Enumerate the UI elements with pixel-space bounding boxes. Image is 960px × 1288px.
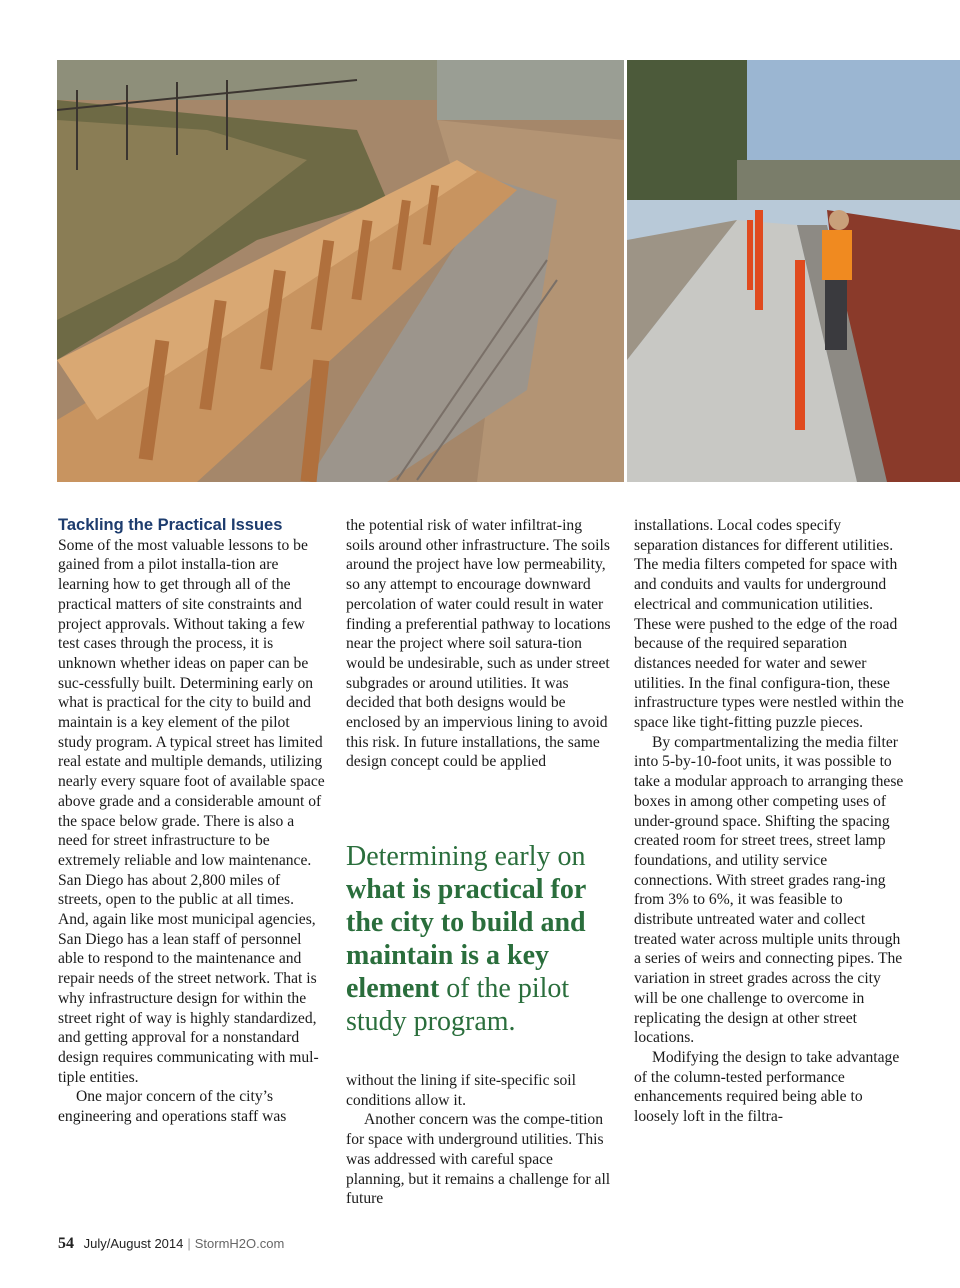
paragraph: installations. Local codes specify separation distances for different utilities. The media filters competed for space with and conduits and vaults for underground electrical and communication utilities. These were pushed to the edge of the road because of the required separation distances needed for water and sewer utilities. In the final configura-tion, these infrastructure types were nestled within the space like tight-fitting puzzle pieces.: [634, 517, 904, 732]
page-number: 54: [58, 1235, 74, 1252]
paragraph: By compartmentalizing the media filter into 5-by-10-foot units, it was possible to take a modular approach to arranging these boxes in among other competing uses of under-ground space. Shifting the spacing created room for street trees, street lamp foundations, and utility service connections. With street grades rang-ing from 3% to 6%, it was feasible to distribute untreated water and collect treated water across multiple units through a series of weirs and connecting pipes. The variation in street grades across the city will be one challenge to overcome in replicating the design at other street locations.: [634, 733, 904, 1047]
section-heading: Tackling the Practical Issues: [58, 516, 283, 534]
pull-quote: [346, 840, 616, 1038]
paragraph: Another concern was the compe-tition for space with underground utilities. This was addressed with careful space planning, but it remains a challenge for all future: [346, 1111, 611, 1208]
issue-date: July/August 2014: [83, 1236, 184, 1251]
paragraph: Modifying the design to take advantage of the column-tested performance enhancements required being able to loosely loft in the filtra-: [634, 1048, 900, 1126]
paragraph: Some of the most valuable lessons to be gained from a pilot installa-tion are learning how to get through all of the practical matters of site constraints and project approvals. Without taking a few test cases through the process, it is unknown whether ideas on paper can be suc-cessfully built. Determining early on what is practical for the city to build and maintain is a key element of the pilot study program. A typical street has limited real estate and multiple demands, utilizing nearly every square foot of available space above grade and a considerable amount of the space below grade. There is also a need for street infrastructure to be extremely reliable and low maintenance. San Diego has about 2,800 miles of streets, open to the public at all times. And, again like most municipal agencies, San Diego has a lean staff of personnel able to respond to the maintenance and repair needs of the street network. That is why infrastructure design for within the street right of way is highly standardized, and getting approval for a nonstandard design requires communicating with mul-tiple entities.: [58, 536, 325, 1086]
page-footer: [58, 1235, 284, 1253]
pull-quote-part: Determining early on: [346, 841, 586, 872]
footer-separator: |: [187, 1236, 191, 1251]
photo-sidewalk-installation: [627, 60, 960, 482]
column-2: [346, 516, 614, 772]
column-2-continued: [346, 1071, 614, 1209]
paragraph: without the lining if site-specific soil conditions allow it.: [346, 1072, 576, 1109]
photo-trench-formwork: [57, 60, 624, 482]
paragraph: One major concern of the city’s engineering and operations staff was: [58, 1088, 287, 1126]
column-1: [58, 516, 326, 1127]
pull-quote-emphasis: what is practical for the city to build and maintain is a key element: [346, 874, 586, 1004]
paragraph: the potential risk of water infiltrat-ing soils around other infrastructure. The soils around the project have low permeability, so any attempt to encourage downward percolation of water could result in water finding a preferential pathway to locations near the project where soil satura-tion would be undesirable, such as under street subgrades or around utilities. It was decided that both designs would be enclosed by an impervious lining to avoid this risk. In future installations, the same design concept could be applied: [346, 517, 611, 771]
site-link[interactable]: StormH2O.com: [194, 1236, 285, 1251]
column-3: [634, 516, 904, 1127]
pull-quote-part: of the pilot study program.: [346, 973, 570, 1037]
